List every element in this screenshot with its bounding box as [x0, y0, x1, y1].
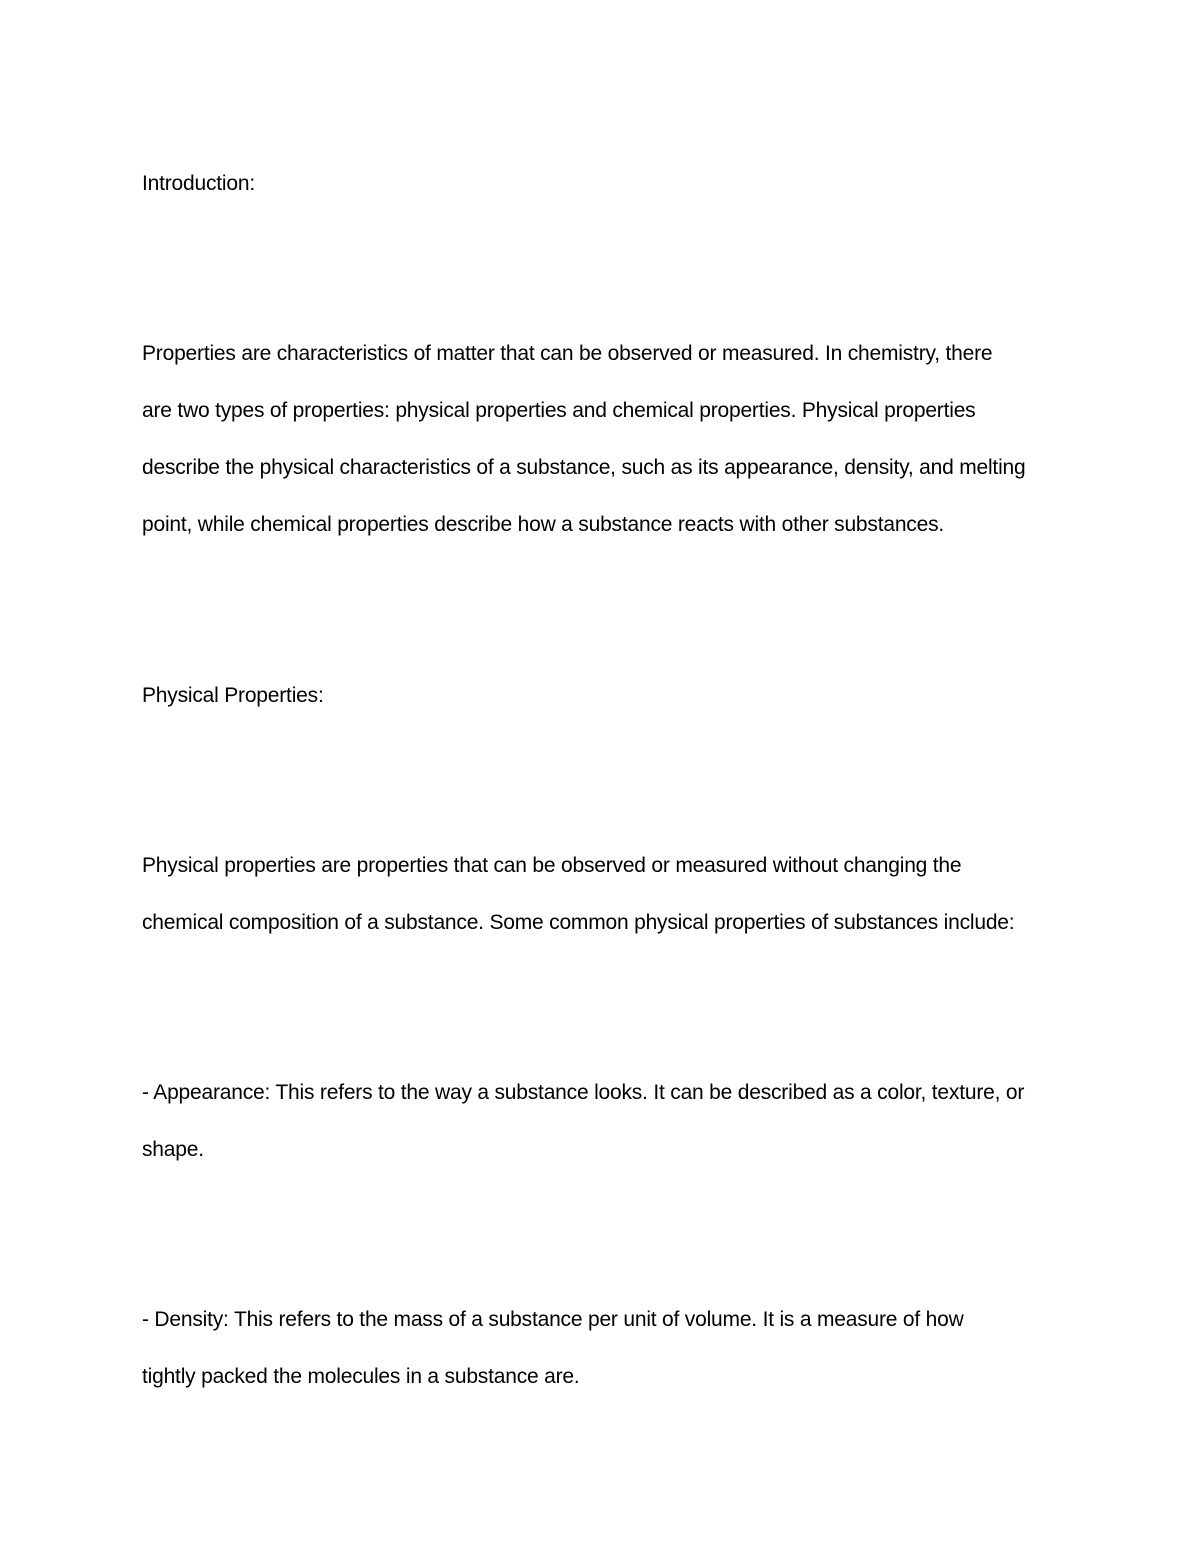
intro-paragraph-line: Properties are characteristics of matter that can be observed or measured. In chemistry, there: [142, 342, 993, 365]
appearance-item-line: - Appearance: This refers to the way a substance looks. It can be described as a color, texture, or: [142, 1081, 1025, 1104]
intro-paragraph-line: are two types of properties: physical properties and chemical properties. Physical properties: [142, 399, 976, 422]
physical-paragraph-line: chemical composition of a substance. Some common physical properties of substances include:: [142, 911, 1015, 934]
intro-heading: Introduction:: [142, 172, 255, 195]
physical-paragraph-line: Physical properties are properties that can be observed or measured without changing the: [142, 854, 962, 877]
density-item-line: tightly packed the molecules in a substance are.: [142, 1365, 580, 1388]
physical-properties-heading: Physical Properties:: [142, 684, 324, 707]
appearance-item-line: shape.: [142, 1138, 204, 1161]
density-item-line: - Density: This refers to the mass of a substance per unit of volume. It is a measure of how: [142, 1308, 964, 1331]
intro-paragraph-line: describe the physical characteristics of a substance, such as its appearance, density, and melting: [142, 456, 1026, 479]
intro-paragraph-line: point, while chemical properties describe how a substance reacts with other substances.: [142, 513, 945, 536]
